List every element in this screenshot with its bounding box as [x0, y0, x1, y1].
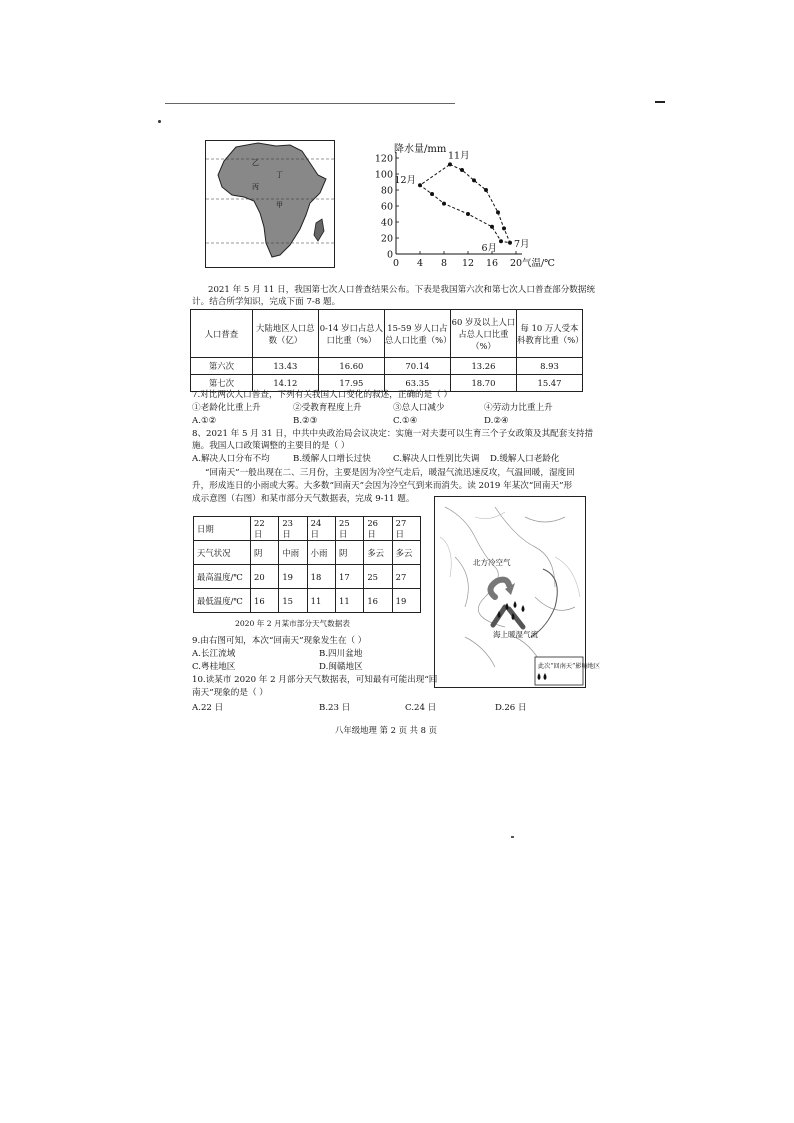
data-point — [418, 183, 422, 187]
table-cell: 最低温度/℃ — [194, 589, 251, 613]
q7-item: ①老龄化比重上升 — [192, 403, 261, 413]
y-tick-label: 20 — [380, 233, 393, 245]
table-cell: 天气状况 — [194, 541, 251, 565]
table-cell: 16 — [251, 589, 279, 613]
pop-header: 大陆地区人口总数（亿） — [252, 310, 318, 358]
weather-table-caption: 2020 年 2 月某市部分天气数据表 — [235, 619, 350, 628]
chart-ylabel: 降水量/mm — [394, 144, 447, 155]
intro-text: 2021 年 5 月 11 日，我国第七次人口普查结果公布。下表是我国第六次和第七次人口普查部分数据统 — [208, 285, 596, 295]
y-tick-label: 120 — [374, 153, 393, 165]
q7-option-c[interactable]: C.①④ — [393, 416, 418, 426]
y-tick-label: 80 — [380, 185, 393, 197]
climate-chart — [366, 140, 555, 270]
pop-header: 0-14 岁口占总人口比重（%） — [318, 310, 384, 358]
data-point — [472, 178, 476, 182]
q7-item: ④劳动力比重上升 — [484, 403, 553, 413]
map-label-yi: 乙 — [252, 159, 259, 167]
q9-option-b[interactable]: B.四川盆地 — [319, 649, 363, 659]
map-label-ding: 丁 — [276, 171, 283, 179]
data-point — [502, 226, 506, 230]
table-cell: 25 日 — [335, 517, 363, 541]
point-label: 6月 — [481, 243, 497, 255]
pop-header: 每 10 万人受本科教育比重（%） — [516, 310, 582, 358]
table-cell: 17 — [335, 565, 363, 589]
q7-stem: 7.对比两次人口普查，下列有关我国人口变化的叙述，正确的是（ ） — [192, 390, 453, 400]
table-cell: 13.43 — [252, 358, 318, 375]
scan-speck — [158, 120, 161, 123]
cold-air-label: 北方冷空气 — [473, 558, 511, 567]
africa-map — [205, 140, 335, 268]
x-tick-label: 8 — [440, 258, 448, 269]
table-cell: 阴 — [251, 541, 279, 565]
map-label-bing: 丙 — [252, 183, 259, 191]
warm-air-label: 海上暖湿气流 — [493, 630, 538, 639]
data-point — [466, 212, 470, 216]
top-rule — [165, 103, 455, 104]
y-tick-label: 100 — [374, 169, 393, 181]
china-map — [434, 496, 601, 688]
table-cell: 中雨 — [279, 541, 307, 565]
data-point — [490, 225, 494, 229]
x-tick-label: 4 — [416, 258, 424, 269]
x-tick-label: 16 — [485, 258, 499, 269]
population-table — [190, 309, 583, 392]
data-point — [484, 188, 488, 192]
table-cell: 多云 — [364, 541, 392, 565]
pop-header: 60 岁及以上人口占总人口比重（%） — [450, 310, 516, 358]
intro-text-cont: 计。结合所学知识，完成下面 7-8 题。 — [192, 297, 341, 307]
q8-stem-cont: 施。我国人口政策调整的主要目的是（ ） — [192, 441, 350, 451]
passage-line: 成示意图（右图）和某市部分天气数据表，完成 9-11 题。 — [192, 494, 415, 504]
q10-stem: 10.读某市 2020 年 2 月部分天气数据表，可知最有可能出现“回 — [192, 675, 438, 685]
table-cell: 14.12 — [252, 375, 318, 392]
table-row — [194, 589, 421, 613]
table-cell: 24 日 — [307, 517, 335, 541]
q7-option-a[interactable]: A.①② — [192, 416, 217, 426]
point-label: 11月 — [448, 150, 470, 162]
data-point — [499, 239, 503, 243]
table-cell: 20 — [251, 565, 279, 589]
q10-option-a[interactable]: A.22 日 — [192, 703, 224, 713]
table-cell: 17.95 — [318, 375, 384, 392]
table-row — [194, 565, 421, 589]
table-cell: 11 — [307, 589, 335, 613]
data-point — [448, 162, 452, 166]
q10-option-d[interactable]: D.26 日 — [495, 703, 527, 713]
q8-stem: 8、2021 年 5 月 31 日，中共中央政治局会议决定：实施一对夫妻可以生育三个子女政策及其配套支持措 — [192, 429, 594, 439]
map-legend-text: 此次“回南天”影响地区 — [538, 663, 601, 670]
table-cell: 18 — [307, 565, 335, 589]
table-cell: 15.47 — [516, 375, 582, 392]
q7-item: ②受教育程度上升 — [293, 403, 362, 413]
table-cell: 19 — [279, 565, 307, 589]
series-line — [420, 164, 510, 242]
pop-header: 人口普查 — [191, 310, 253, 358]
table-cell: 16 — [364, 589, 392, 613]
top-mark — [655, 101, 665, 103]
table-cell: 多云 — [392, 541, 420, 565]
q8-option-a[interactable]: A.解决人口分布不均 — [192, 454, 270, 464]
table-cell: 19 — [392, 589, 420, 613]
y-tick-label: 40 — [380, 217, 393, 229]
q7-item: ③总人口减少 — [393, 403, 445, 413]
q9-option-d[interactable]: D.闽赣地区 — [319, 662, 363, 672]
table-row — [194, 541, 421, 565]
weather-table — [193, 516, 421, 613]
table-cell: 第七次 — [191, 375, 253, 392]
q10-option-b[interactable]: B.23 日 — [319, 703, 351, 713]
x-tick-label: 20 — [509, 258, 523, 269]
table-cell: 25 — [364, 565, 392, 589]
table-cell: 27 — [392, 565, 420, 589]
page-footer: 八年级地理 第 2 页 共 8 页 — [335, 725, 438, 735]
q9-option-a[interactable]: A.长江流域 — [192, 649, 236, 659]
table-cell: 11 — [335, 589, 363, 613]
table-cell: 27 日 — [392, 517, 420, 541]
y-tick-label: 60 — [380, 201, 393, 213]
table-cell: 16.60 — [318, 358, 384, 375]
scan-speck — [511, 836, 514, 838]
table-cell: 最高温度/℃ — [194, 565, 251, 589]
table-row — [194, 517, 421, 541]
table-cell: 第六次 — [191, 358, 253, 375]
q10-option-c[interactable]: C.24 日 — [405, 703, 437, 713]
table-cell: 63.35 — [384, 375, 450, 392]
q8-option-c[interactable]: C.解决人口性别比失调 — [393, 454, 480, 464]
table-cell: 23 日 — [279, 517, 307, 541]
data-point — [442, 202, 446, 206]
table-cell: 22 日 — [251, 517, 279, 541]
q7-option-d[interactable]: D.②④ — [484, 416, 509, 426]
q8-option-b[interactable]: B.缓解人口增长过快 — [293, 454, 371, 464]
q10-stem-cont: 南天”现象的是（ ） — [192, 688, 268, 698]
table-cell: 阴 — [335, 541, 363, 565]
y-tick-label: 0 — [386, 249, 393, 261]
table-cell: 70.14 — [384, 358, 450, 375]
pop-header: 15-59 岁人口占总人口比重（%） — [384, 310, 450, 358]
x-tick-label: 12 — [461, 258, 475, 269]
map-label-jia: 甲 — [276, 201, 283, 209]
table-cell: 日期 — [194, 517, 251, 541]
data-point — [496, 210, 500, 214]
table-cell: 26 日 — [364, 517, 392, 541]
point-label: 7月 — [514, 238, 530, 250]
data-point — [508, 241, 512, 245]
table-cell: 18.70 — [450, 375, 516, 392]
chart-xlabel: 气温/℃ — [522, 258, 555, 269]
x-tick-label: 0 — [392, 258, 400, 269]
passage-line: “回南天”一般出现在二、三月份，主要是因为冷空气走后，暖湿气流迅速反攻，气温回暖，湿度回 — [205, 468, 575, 478]
q9-stem: 9.由右图可知，本次“回南天”现象发生在（ ） — [192, 636, 367, 646]
table-cell: 8.93 — [516, 358, 582, 375]
table-cell: 15 — [279, 589, 307, 613]
data-point — [430, 192, 434, 196]
point-label: 12月 — [394, 175, 416, 187]
q7-option-b[interactable]: B.②③ — [293, 416, 318, 426]
table-row — [191, 358, 583, 375]
passage-line: 升，形成连日的小雨或大雾。大多数“回南天”会因为冷空气到来而消失。读 2019 年某次“回南天”形 — [192, 481, 573, 491]
table-cell: 小雨 — [307, 541, 335, 565]
data-point — [460, 168, 464, 172]
table-cell: 13.26 — [450, 358, 516, 375]
q9-option-c[interactable]: C.粤桂地区 — [192, 662, 236, 672]
q8-option-d[interactable]: D.缓解人口老龄化 — [490, 454, 560, 464]
